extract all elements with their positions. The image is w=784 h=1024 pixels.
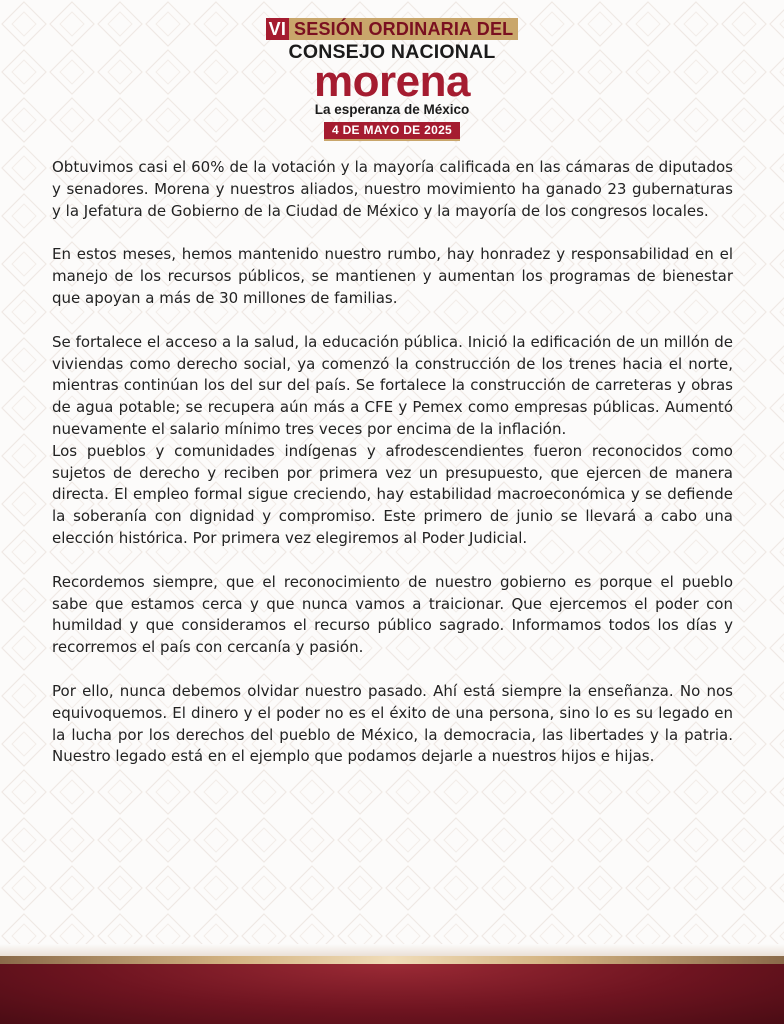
footer-wine-band <box>0 964 784 1024</box>
event-date: 4 DE MAYO DE 2025 <box>324 122 460 141</box>
logo-tagline: La esperanza de México <box>314 102 470 117</box>
paragraph-5: Recordemos siempre, que el reconocimiento de nuestro gobierno es porque el pueblo sabe que estamos cerca y que nunca vamos a traicionar. Que ejercemos el poder con humildad y que consideramos el recurso público sagrado. Informamos todos los días y recorremos el país con cercanía y pasión. <box>52 572 733 657</box>
session-banner <box>266 18 519 40</box>
paragraph-2: En estos meses, hemos mantenido nuestro rumbo, hay honradez y responsabilidad en el manejo de los recursos públicos, se mantienen y aumentan los programas de bienestar que apoyan a más de 30 millones de familias. <box>52 245 733 307</box>
document-body <box>52 157 733 790</box>
paragraph-3: Se fortalece el acceso a la salud, la educación pública. Inició la edificación de un millón de viviendas como derecho social, ya comenzó la construcción de los trenes hacia el norte, mientras continúan los del sur del país. Se fortalece la construcción de carreteras y obras de agua potable; se recupera aún más a CFE y Pemex como empresas públicas. Aumentó nuevamente el salario mínimo tres veces por encima de la inflación. <box>52 332 733 438</box>
footer-band <box>0 944 784 1024</box>
paragraph-6: Por ello, nunca debemos olvidar nuestro pasado. Ahí está siempre la enseñanza. No nos equivoquemos. El dinero y el poder no es el éxito de una persona, sino lo es su legado en la lucha por los derechos del pueblo de México, la democracia, las libertades y la patria. Nuestro legado está en el ejemplo que podamos dejarle a nuestros hijos e hijas. <box>52 681 733 766</box>
session-title: SESIÓN ORDINARIA DEL <box>289 18 518 40</box>
footer-gold-stripe <box>0 956 784 964</box>
council-title: CONSEJO NACIONAL <box>288 41 496 63</box>
paragraph-4: Los pueblos y comunidades indígenas y afrodescendientes fueron reconocidos como sujetos de derecho y reciben por primera vez un presupuesto, que ejercen de manera directa. El empleo formal sigue creciendo, hay estabilidad macroeconómica y se defiende la soberanía con dignidad y compromiso. Este primero de junio se llevará a cabo una elección histórica. Por primera vez elegiremos al Poder Judicial. <box>52 441 733 547</box>
event-header <box>0 18 784 141</box>
morena-logo: morena <box>314 57 470 106</box>
paragraph-1: Obtuvimos casi el 60% de la votación y la mayoría calificada en las cámaras de diputados y senadores. Morena y nuestros aliados, nuestro movimiento ha ganado 23 gubernaturas y la Jefatura de Gobierno de la Ciudad de México y la mayoría de los congresos locales. <box>52 158 733 220</box>
session-number: VI <box>266 18 289 40</box>
